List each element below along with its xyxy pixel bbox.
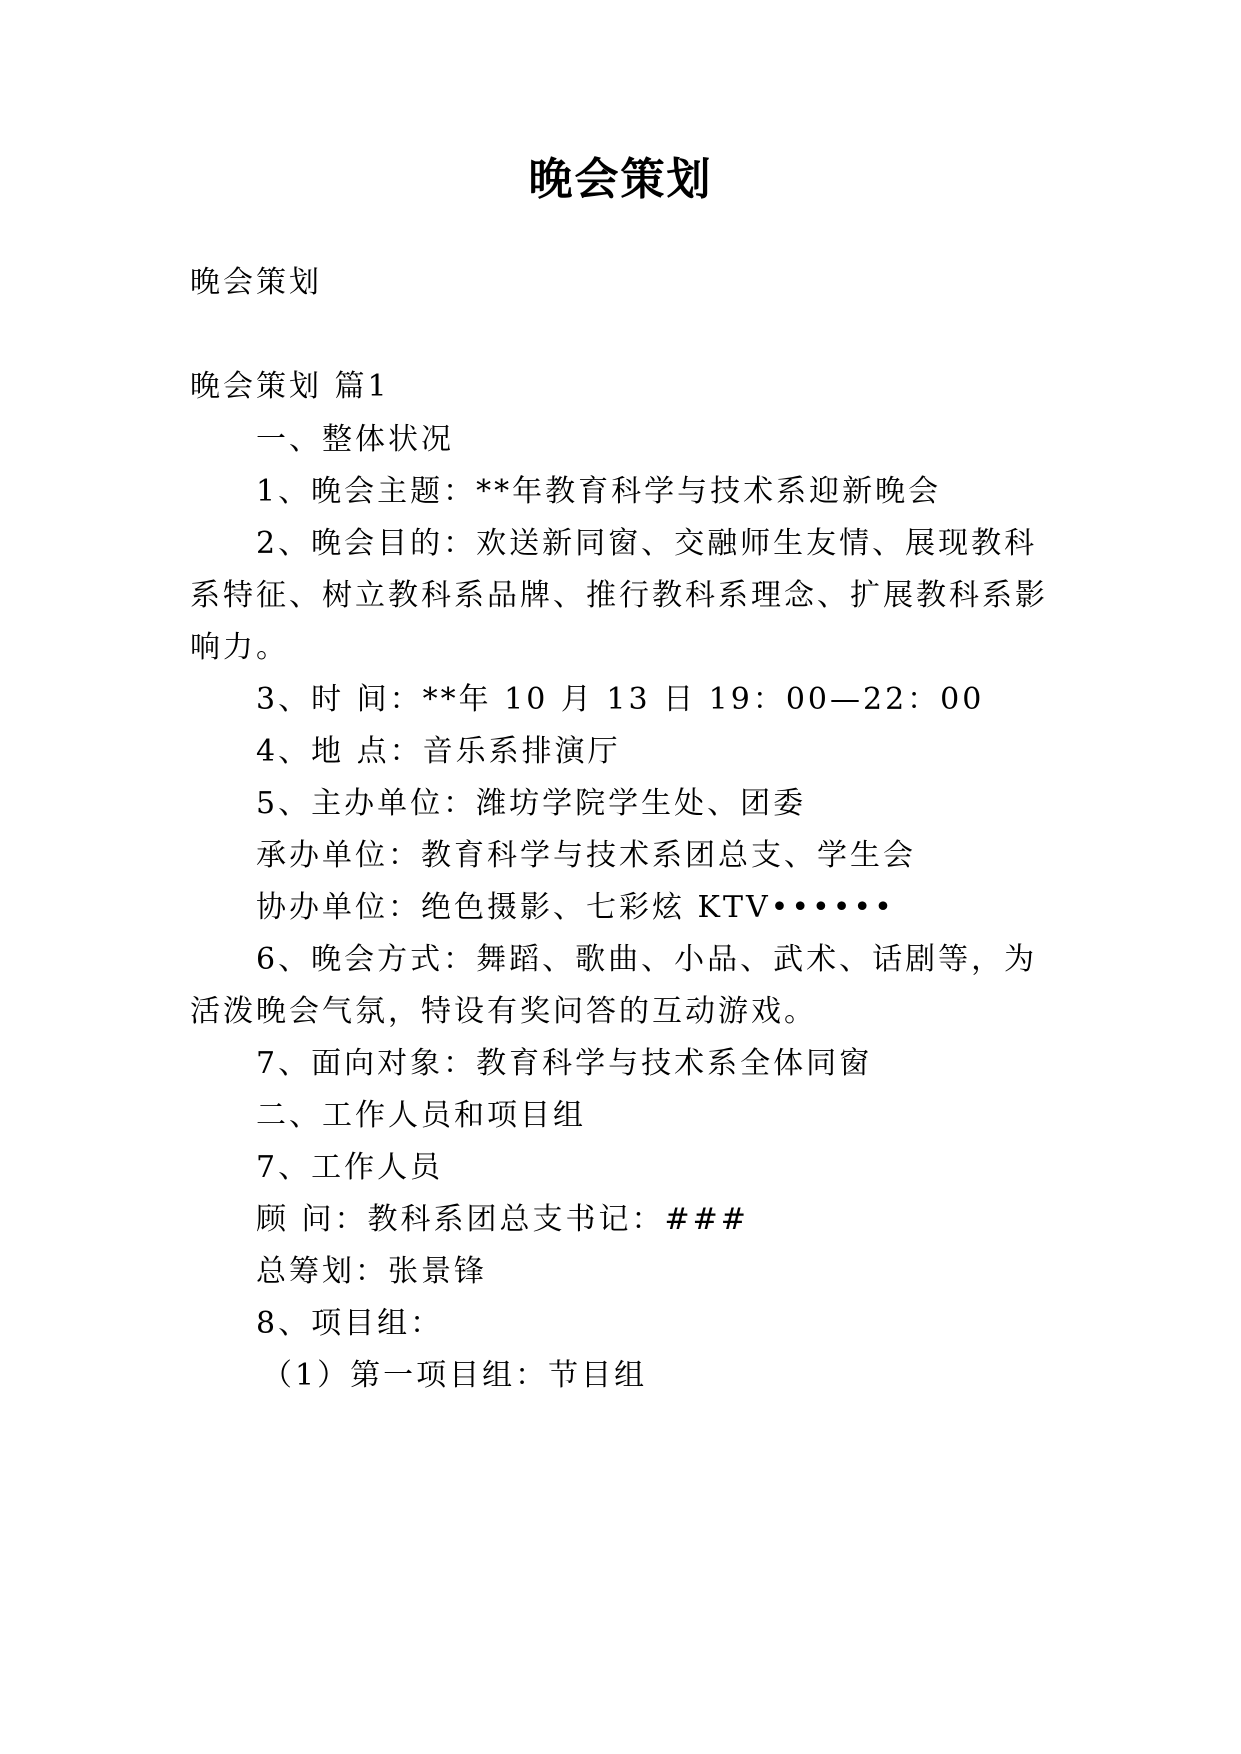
paragraph-line: 响力。 (190, 630, 289, 665)
paragraph-line: 5、主办单位：潍坊学院学生处、团委 (256, 786, 807, 821)
paragraph-line: 活泼晚会气氛，特设有奖问答的互动游戏。 (190, 994, 817, 1029)
subtitle: 晚会策划 (190, 265, 322, 300)
paragraph-line: 2、晚会目的：欢送新同窗、交融师生友情、展现教科 (256, 526, 1038, 561)
document-title: 晚会策划 (528, 154, 713, 205)
paragraph-line: 总筹划：张景锋 (256, 1254, 487, 1289)
paragraph-line: 7、面向对象：教育科学与技术系全体同窗 (256, 1046, 873, 1081)
paragraph-line: 7、工作人员 (256, 1150, 444, 1185)
paragraph-line: 1、晚会主题：**年教育科学与技术系迎新晚会 (256, 474, 942, 509)
paragraph-line: 一、整体状况 (256, 422, 454, 457)
paragraph-line: 4、地 点：音乐系排演厅 (256, 734, 621, 769)
paragraph-line: 顾 问：教科系团总支书记：### (256, 1202, 749, 1237)
paragraph-line: 6、晚会方式：舞蹈、歌曲、小品、武术、话剧等，为 (256, 942, 1038, 977)
paragraph-line: 协办单位：绝色摄影、七彩炫 KTV•••••• (256, 890, 895, 925)
paragraph-line: 承办单位：教育科学与技术系团总支、学生会 (256, 838, 916, 873)
paragraph-line: （1）第一项目组：节目组 (262, 1358, 648, 1393)
paragraph-line: 系特征、树立教科系品牌、推行教科系理念、扩展教科系影 (190, 578, 1048, 613)
paragraph-line: 二、工作人员和项目组 (256, 1098, 586, 1133)
section-heading: 晚会策划 篇1 (190, 369, 390, 404)
paragraph-line: 8、项目组： (256, 1306, 444, 1341)
paragraph-line: 3、时 间：**年 10 月 13 日 19：00—22：00 (256, 682, 985, 717)
